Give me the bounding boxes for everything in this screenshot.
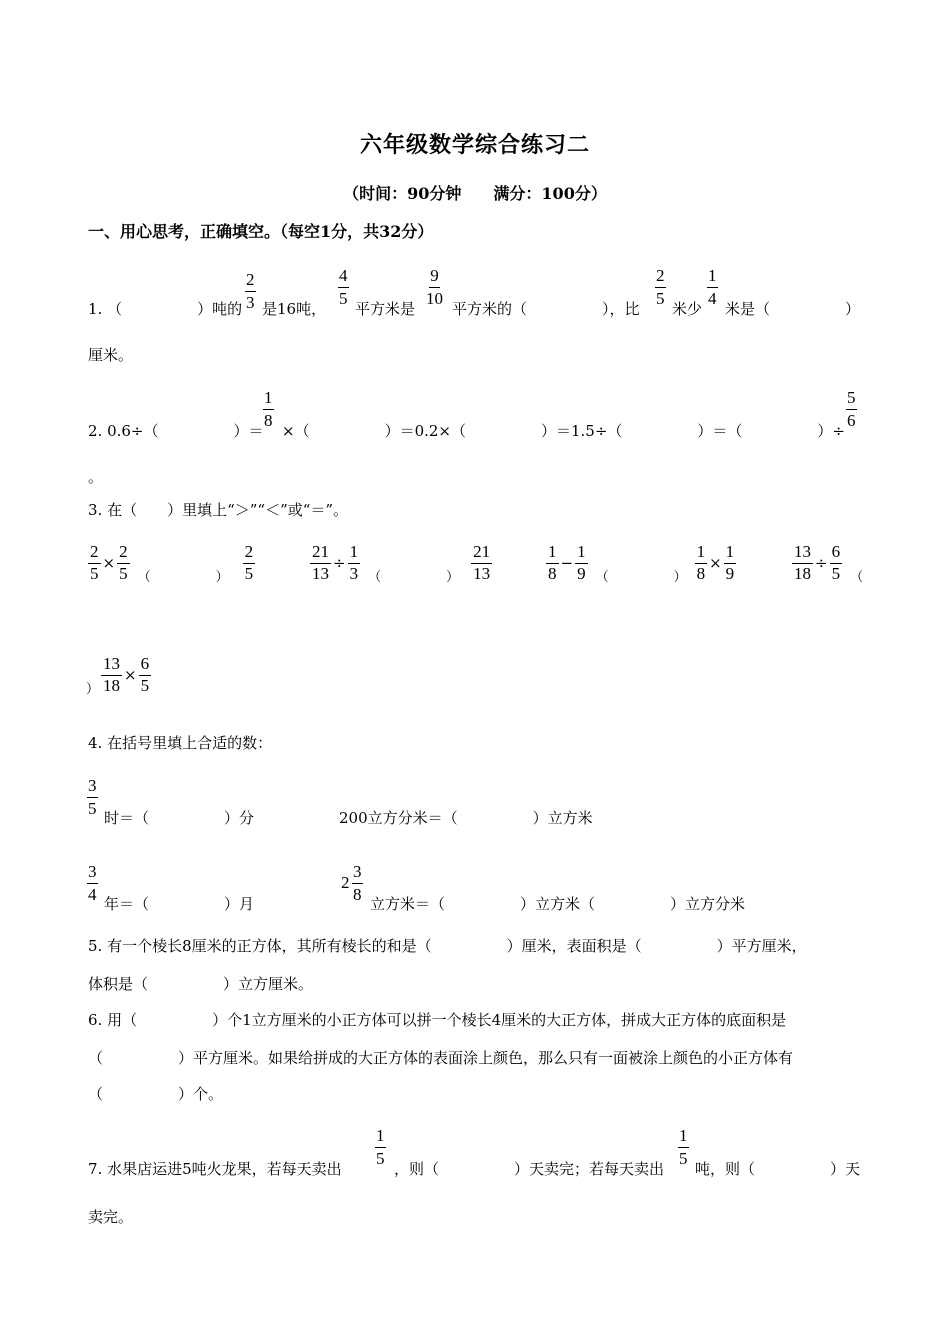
q4-r2-left: 年＝（ ）月 — [104, 895, 255, 913]
q4-r1-right: 200立方分米＝（ ）立方米 — [339, 809, 593, 827]
q3-4-operator: ÷ — [815, 554, 828, 573]
exam-info: （时间：90分钟 满分：100分） — [343, 184, 607, 203]
q3-4-right-fraction-2: $\frac{6}{5}$ — [140, 654, 150, 695]
q3-4-left-fraction-1: $\frac{13}{18}$ — [794, 542, 811, 583]
q7-fraction-2: 1 5 — [679, 1126, 688, 1168]
q3-1-left-fraction-2: $\frac{2}{5}$ — [119, 542, 128, 583]
q7-text-a: 7. 水果店运进5吨火龙果，若每天卖出 — [88, 1160, 342, 1178]
q3-comparison-2 — [308, 543, 494, 585]
q4-r2-fraction: 3 4 — [88, 862, 97, 904]
q3-3-right-fraction-2: $\frac{1}{9}$ — [725, 542, 735, 583]
q4-r1-left: 时＝（ ）分 — [104, 809, 255, 827]
q3-comparison-4 — [790, 543, 863, 585]
q3-4-close-paren: ） — [86, 682, 100, 698]
q1-text-e: 米少 — [672, 300, 703, 318]
q3-1-right-fraction: $\frac{2}{5}$ — [244, 542, 254, 583]
section-heading: 一、用心思考，正确填空。（每空1分，共32分） — [88, 222, 434, 241]
q3-3-answer-blank: （ ） — [595, 570, 687, 586]
q1-fraction-4: 2 5 — [656, 266, 665, 308]
q2-fraction-2: 5 6 — [847, 388, 856, 430]
q2-text-c: 。 — [88, 468, 104, 486]
q1-text-g: 厘米。 — [88, 346, 134, 364]
q3-2-right-fraction: $\frac{21}{13}$ — [473, 542, 491, 583]
q7-text-c: 吨，则（ ）天 — [695, 1160, 861, 1178]
q2-fraction-1: 1 8 — [264, 388, 273, 430]
q3-1-answer-blank: （ ） — [137, 570, 229, 586]
q6-line-3: （ ）个。 — [88, 1085, 224, 1103]
q3-1-operator: × — [102, 554, 116, 573]
q1-text-c: 平方米是 — [355, 300, 416, 318]
q3-3-left-fraction-1: $\frac{1}{8}$ — [548, 542, 557, 583]
q7-text-d: 卖完。 — [88, 1208, 134, 1226]
page-title: 六年级数学综合练习二 — [359, 132, 590, 158]
q1-text-b: 是16吨， — [262, 300, 327, 318]
q6-line-2: （ ）平方厘米。如果给拼成的大正方体的表面涂上颜色，那么只有一面被涂上颜色的小正方体有 — [88, 1049, 794, 1067]
q4-r1-fraction: 3 5 — [88, 776, 97, 818]
q4-r2-right: 立方米＝（ ）立方米（ ）立方分米 — [370, 895, 746, 913]
q1-fraction-3: 9 10 — [426, 266, 443, 308]
q3-3-right-operator: × — [709, 554, 722, 573]
q3-4-left-fraction-2: $\frac{6}{5}$ — [831, 542, 841, 583]
q7-text-b: ，则（ ）天卖完；若每天卖出 — [394, 1160, 665, 1178]
q3-3-left-fraction-2: $\frac{1}{9}$ — [577, 542, 586, 583]
q3-comparison-4-cont — [86, 655, 153, 697]
q1-fraction-5: 1 4 — [708, 266, 717, 308]
q5-line-1: 5. 有一个棱长8厘米的正方体，其所有棱长的和是（ ）厘米，表面积是（ ）平方厘米， — [88, 937, 807, 955]
q3-comparison-3 — [544, 543, 738, 585]
q3-1-left-fraction-1: $\frac{2}{5}$ — [90, 542, 99, 583]
q5-line-2: 体积是（ ）立方厘米。 — [88, 975, 314, 993]
q4-instruction: 4. 在括号里填上合适的数： — [88, 734, 273, 752]
q1-text-d: 平方米的（ ），比 — [452, 300, 640, 318]
q3-2-left-fraction-2: $\frac{1}{3}$ — [349, 542, 359, 583]
q1-fraction-2: 4 5 — [339, 266, 348, 308]
q3-comparison-1 — [86, 543, 257, 585]
q2-text-b: ×（ ）＝0.2×（ ）＝1.5÷（ ）＝（ ）÷ — [282, 422, 845, 440]
q1-text-a: 1. （ ）吨的 — [88, 300, 243, 318]
q1-fraction-1: 2 3 — [246, 270, 255, 312]
q3-4-right-operator: × — [124, 666, 137, 685]
q3-2-operator: ÷ — [333, 554, 346, 573]
q3-4-open-paren: （ — [850, 570, 864, 586]
q3-3-right-fraction-1: $\frac{1}{8}$ — [696, 542, 706, 583]
q7-fraction-1: 1 5 — [376, 1126, 385, 1168]
q6-line-1: 6. 用（ ）个1立方厘米的小正方体可以拼一个棱长4厘米的大正方体，拼成大正方体的底面积是 — [88, 1011, 787, 1029]
q3-instruction: 3. 在（ ）里填上“＞”“＜”或“＝”。 — [88, 501, 349, 519]
q2-text-a: 2. 0.6÷（ ）＝ — [88, 422, 264, 440]
q3-4-right-fraction-1: $\frac{13}{18}$ — [103, 654, 121, 695]
q3-2-answer-blank: （ ） — [368, 570, 460, 586]
q4-r2-mixed-fraction: 3 8 — [353, 862, 362, 904]
q1-text-f: 米是（ ） — [725, 300, 861, 318]
q3-3-operator: − — [560, 554, 574, 573]
q4-r2-whole-number: 2 — [341, 873, 350, 892]
q3-2-left-fraction-1: $\frac{21}{13}$ — [312, 542, 329, 583]
